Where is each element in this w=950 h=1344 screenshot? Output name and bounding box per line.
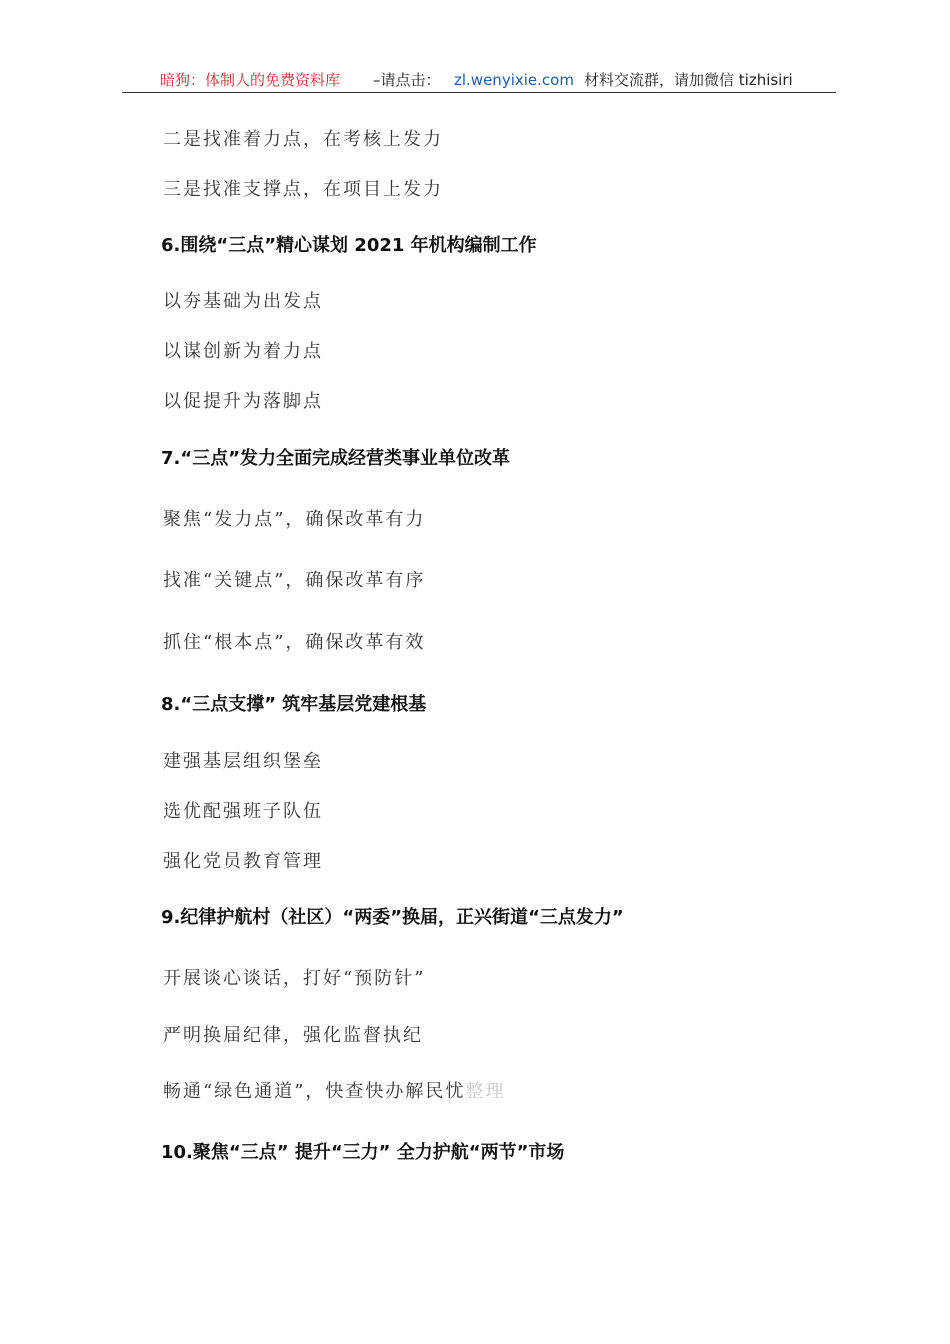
section-heading-10: 10.聚焦“三点” 提升“三力” 全力护航“两节”市场 <box>161 1142 565 1163</box>
list-item: 以促提升为落脚点 <box>163 391 323 412</box>
header-wechat-note: 材料交流群，请加微信 tizhisiri <box>584 71 793 89</box>
section-heading-8: 8.“三点支撑” 筑牢基层党建根基 <box>161 694 427 715</box>
section-heading-7: 7.“三点”发力全面完成经营类事业单位改革 <box>161 448 511 469</box>
faded-watermark-text: 整理 <box>465 1081 506 1102</box>
list-item: 二是找准着力点，在考核上发力 <box>163 129 443 150</box>
header-brand: 暗狗：体制人的免费资料库 <box>160 71 341 89</box>
list-item: 强化党员教育管理 <box>163 851 323 872</box>
header-prompt: –请点击： <box>373 71 441 89</box>
list-item: 选优配强班子队伍 <box>163 801 323 822</box>
section-heading-6: 6.围绕“三点”精心谋划 2021 年机构编制工作 <box>161 235 537 256</box>
list-item: 以夯基础为出发点 <box>163 291 323 312</box>
header-link[interactable]: zl.wenyixie.com <box>454 71 574 89</box>
list-item: 三是找准支撑点，在项目上发力 <box>163 179 443 200</box>
list-item <box>163 1080 505 1104</box>
page-header <box>122 68 836 93</box>
list-item: 开展谈心谈话，打好“预防针” <box>163 968 426 989</box>
section-heading-9: 9.纪律护航村（社区）“两委”换届，正兴街道“三点发力” <box>161 907 624 928</box>
list-item: 聚焦“发力点”，确保改革有力 <box>163 509 426 530</box>
list-item: 以谋创新为着力点 <box>163 341 323 362</box>
list-item: 严明换届纪律，强化监督执纪 <box>163 1025 423 1046</box>
list-item: 抓住“根本点”，确保改革有效 <box>163 632 426 653</box>
list-item: 找准“关键点”，确保改革有序 <box>163 570 426 591</box>
list-item-text: 畅通“绿色通道”，快查快办解民忧 <box>163 1081 466 1102</box>
list-item: 建强基层组织堡垒 <box>163 751 323 772</box>
